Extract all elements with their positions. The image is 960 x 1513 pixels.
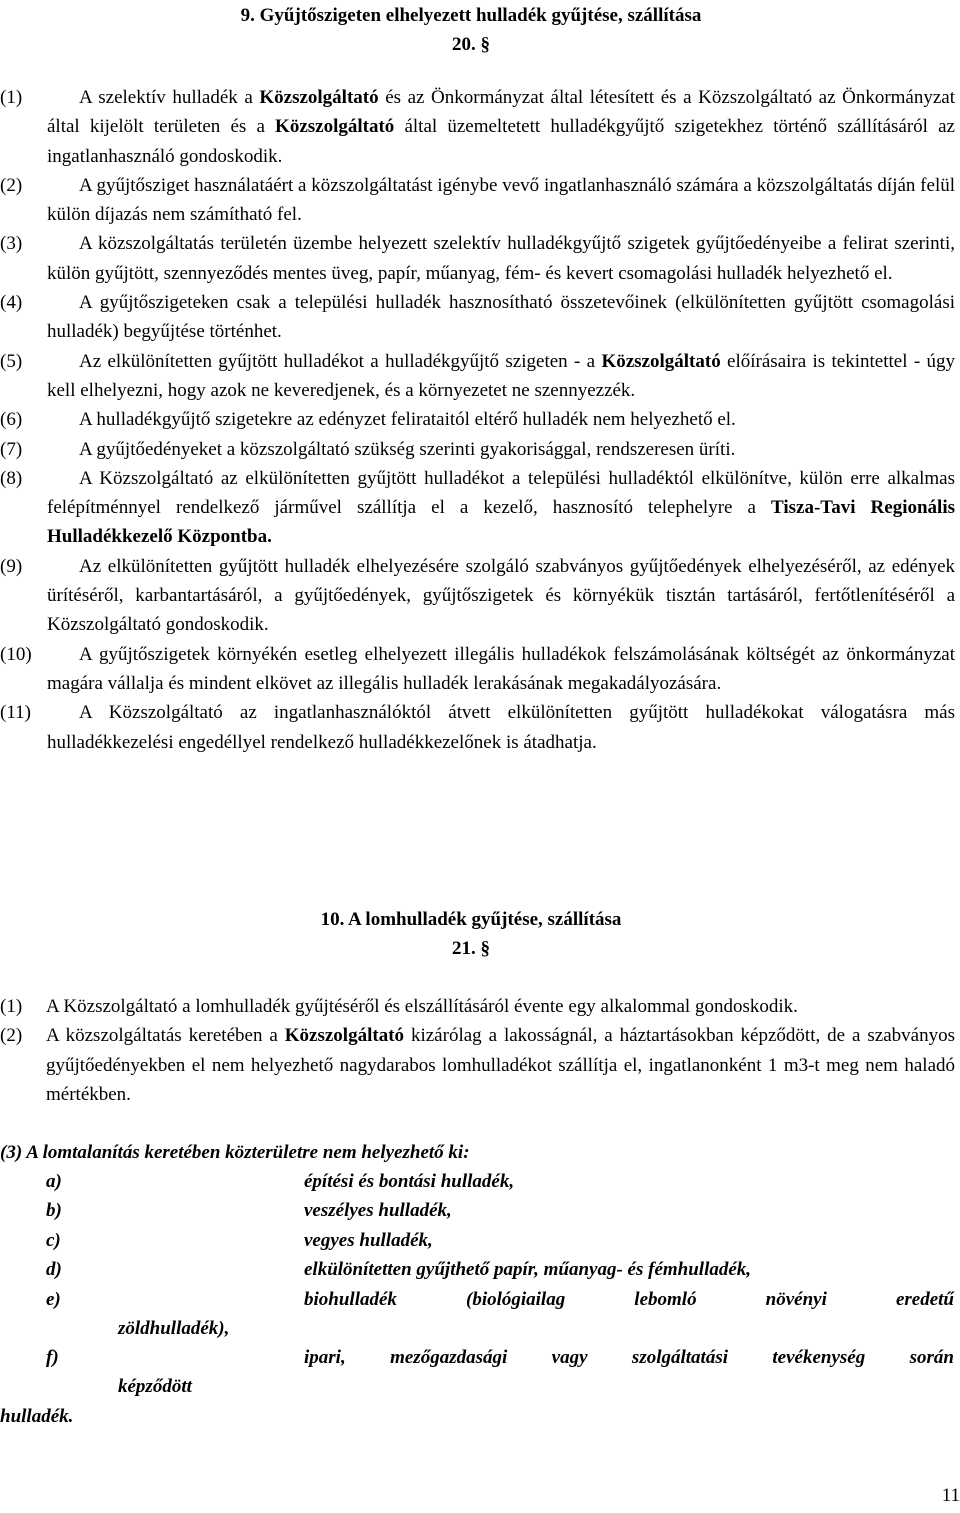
- section-10-paragraphs: [0, 992, 955, 1109]
- para-number: (5): [0, 350, 23, 372]
- section-10-heading: [0, 905, 960, 963]
- section-10-paragraph-mark: 21. §: [452, 938, 490, 959]
- para-number: (6): [0, 409, 23, 431]
- exclusion-item-f: f) ipari, mezőgazdasági vagy szolgáltatási tevékenység során képződött hulladék.: [46, 1343, 956, 1431]
- para-number: (2): [0, 174, 23, 196]
- para-number: (9): [0, 555, 23, 577]
- section-10-para-1: [0, 992, 955, 1021]
- section-sign-icon: §: [480, 34, 490, 55]
- item-label: e): [46, 1289, 61, 1310]
- item-text: építési és bontási hulladék,: [304, 1171, 515, 1192]
- section-9-paragraph-mark: 20. §: [452, 34, 490, 55]
- section-10-title: 10. A lomhulladék gyűjtése, szállítása: [320, 909, 622, 930]
- para-text: A gyűjtőszigeteken csak a települési hulladék hasznosítható összetevőinek (elkülönítetten gyűjtött csomagolási hulladék) begyűjtése történhet.: [47, 292, 955, 343]
- section-9-para-10: [0, 640, 955, 699]
- section-9-para-4: [0, 288, 955, 347]
- item-label: c): [46, 1230, 61, 1251]
- para-text: A gyűjtőszigetek környékén esetleg elhelyezett illegális hulladékok felszámolásának költségét az önkormányzat magára vállalja és mindent elkövet az illegális hulladék lerakásának megakadályozására.: [47, 643, 955, 694]
- section-10-para-2: (2) A közszolgáltatás keretében a Közszolgáltató kizárólag a lakosságnál, a háztartásokban képződött, de a szabványos gyűjtőedényekben el nem helyezhető nagydarabos lomhulladékot szállítja el, ingatlanonként 1 m3-t meg nem haladó mértékben.: [0, 1021, 955, 1109]
- item-label: a): [46, 1171, 62, 1192]
- item-text: veszélyes hulladék,: [304, 1200, 452, 1221]
- exclusion-item-e: e) biohulladék (biológiailag lebomló növényi eredetű zöldhulladék),: [46, 1285, 956, 1344]
- section-9-para-7: [0, 435, 955, 464]
- item-label: d): [46, 1259, 62, 1280]
- para-number: (3): [0, 233, 23, 255]
- para-text: A gyűjtőedényeket a közszolgáltató szükség szerinti gyakorisággal, rendszeresen üríti.: [79, 438, 736, 460]
- item-label: f): [46, 1347, 59, 1368]
- para-number: (2): [0, 1025, 23, 1047]
- section-9-heading: [0, 1, 960, 59]
- section-9-para-3: [0, 229, 955, 288]
- para-text: A Közszolgáltató az ingatlanhasználóktól átvett elkülönítetten gyűjtött hulladékokat válogatásra más hulladékkezelési engedéllyel rendelkező hulladékkezelőnek is átadhatja.: [47, 702, 955, 753]
- section-9-para-2: [0, 171, 955, 230]
- item-text: elkülönítetten gyűjthető papír, műanyag- és fémhulladék,: [304, 1259, 752, 1280]
- section-9-paragraphs: [0, 83, 955, 757]
- section-9-para-6: [0, 405, 955, 434]
- para-text: Az elkülönítetten gyűjtött hulladék elhelyezésére szolgáló szabványos gyűjtőedények elhelyezéséről, az edények ürítéséről, karbantartásáról, a gyűjtőedények, gyűjtőszigetek és környékük tisztán tartásáról, fertőtlenítéséről a Közszolgáltató gondoskodik.: [47, 555, 955, 636]
- para-text: A gyűjtősziget használatáért a közszolgáltatást igénybe vevő ingatlanhasználó számára a közszolgáltatás díján felül külön díjazás nem számítható fel.: [47, 174, 955, 226]
- section-sign-icon: §: [480, 938, 490, 959]
- exclusion-item-a: [46, 1167, 956, 1196]
- para-number: (7): [0, 438, 23, 460]
- exclusion-list-title: (3) A lomtalanítás keretében közterületre nem helyezhető ki:: [0, 1142, 470, 1163]
- para-text: A Közszolgáltató a lomhulladék gyűjtéséről és elszállításáról évente egy alkalommal gondoskodik.: [46, 996, 798, 1017]
- para-number: (1): [0, 996, 23, 1017]
- para-number: (4): [0, 292, 23, 314]
- item-label: b): [46, 1200, 62, 1221]
- section-9-para-5: (5) Az elkülönítetten gyűjtött hulladékot a hulladékgyűjtő szigeten - a Közszolgáltató előírásaira is tekintettel - úgy kell elhelyezni, hogy azok ne keveredjenek, és a környezetet ne szennyezzék.: [0, 347, 955, 406]
- exclusion-item-c: [46, 1226, 956, 1255]
- section-9-para-11: [0, 698, 955, 757]
- item-text: vegyes hulladék,: [304, 1230, 433, 1251]
- para-number: (10): [0, 643, 32, 665]
- exclusion-item-b: [46, 1196, 956, 1225]
- para-text: A közszolgáltatás területén üzembe helyezett szelektív hulladékgyűjtő szigetek gyűjtőedényeibe a felirat szerinti, külön gyűjtött, szennyeződés mentes üveg, papír, műanyag, fém- és kevert csomagolási hulladék helyezhető el.: [47, 233, 955, 284]
- para-number: (11): [0, 702, 31, 724]
- para-number: (8): [0, 467, 23, 489]
- section-9-para-9: [0, 552, 955, 640]
- para-number: (1): [0, 87, 23, 108]
- para-text: A hulladékgyűjtő szigetekre az edényzet felirataitól eltérő hulladék nem helyezhető el.: [79, 409, 736, 431]
- section-9-para-1: (1) A szelektív hulladék a Közszolgáltató és az Önkormányzat által létesített és a Közszolgáltató az Önkormányzat által kijelölt területen és a Közszolgáltató által üzemeltetett hulladékgyűjtő szigetekhez történő szállításáról az ingatlanhasználó gondoskodik.: [0, 83, 955, 171]
- section-9-title: 9. Gyűjtőszigeten elhelyezett hulladék gyűjtése, szállítása: [240, 5, 702, 26]
- page-number: 11: [941, 1485, 960, 1506]
- exclusion-item-d: [46, 1255, 956, 1284]
- section-9-para-8: (8) A Közszolgáltató az elkülönítetten gyűjtött hulladékot a települési hulladéktól elkülönítve, külön erre alkalmas felépítménnyel rendelkező járművel szállítja el a kezelő, hasznosító telephelyre a Tisza-Tavi Regionális Hulladékkezelő Központba.: [0, 464, 955, 552]
